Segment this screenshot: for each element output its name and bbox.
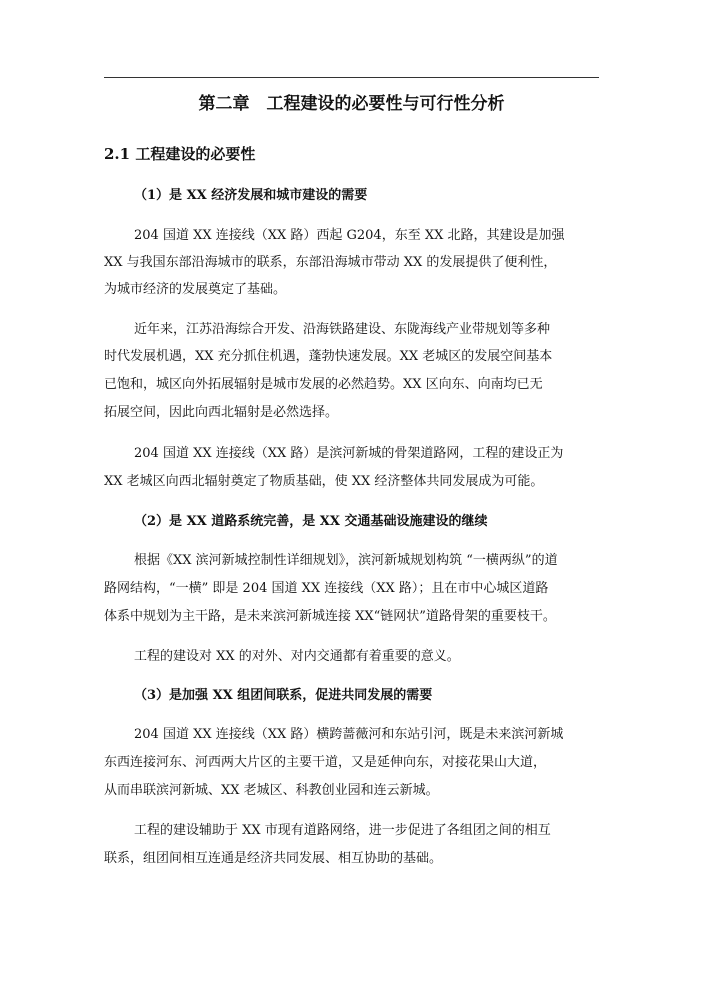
section-heading: 2.1 工程建设的必要性	[104, 145, 256, 163]
text-line: XX 老城区向西北辐射奠定了物质基础，使 XX 经济整体共同发展成为可能。	[104, 474, 544, 489]
text-line: 为城市经济的发展奠定了基础。	[104, 282, 287, 297]
text-line: 联系，组团间相互连通是经济共同发展、相互协助的基础。	[104, 851, 443, 866]
text-line: 从而串联滨河新城、XX 老城区、科教创业园和连云新城。	[104, 783, 439, 798]
text-line: 近年来，江苏沿海综合开发、沿海铁路建设、东陇海线产业带规划等多种	[134, 322, 551, 337]
text-line: 204 国道 XX 连接线（XX 路）西起 G204，东至 XX 北路，其建设是加强	[134, 228, 565, 243]
text-line: 204 国道 XX 连接线（XX 路）横跨蔷薇河和东站引河，既是未来滨河新城	[134, 727, 564, 742]
text-line: XX 与我国东部沿海城市的联系，东部沿海城市带动 XX 的发展提供了便利性，	[104, 255, 557, 270]
text-line: 工程的建设对 XX 的对外、对内交通都有着重要的意义。	[134, 649, 460, 664]
header-rule	[104, 77, 599, 78]
text-line: 工程的建设辅助于 XX 市现有道路网络，进一步促进了各组团之间的相互	[134, 823, 551, 838]
subsection-heading-3: （3）是加强 XX 组团间联系，促进共同发展的需要	[134, 688, 433, 703]
text-line: 时代发展机遇，XX 充分抓住机遇，蓬勃快速发展。XX 老城区的发展空间基本	[104, 349, 553, 364]
text-line: 已饱和，城区向外拓展辐射是城市发展的必然趋势。XX 区向东、向南均已无	[104, 377, 543, 392]
text-line: 东西连接河东、河西两大片区的主要干道，又是延伸向东，对接花果山大道，	[104, 755, 547, 770]
text-line: 路网结构，“一横” 即是 204 国道 XX 连接线（XX 路）；且在市中心城区道路	[104, 581, 549, 596]
chapter-title: 第二章 工程建设的必要性与可行性分析	[198, 94, 505, 114]
text-line: 根据《XX 滨河新城控制性详细规划》，滨河新城规划构筑 “一横两纵”的道	[134, 553, 558, 568]
text-line: 体系中规划为主干路，是未来滨河新城连接 XX“链网状”道路骨架的重要枝干。	[104, 609, 556, 624]
text-line: 拓展空间，因此向西北辐射是必然选择。	[104, 405, 339, 420]
subsection-heading-1: （1）是 XX 经济发展和城市建设的需要	[134, 188, 368, 203]
text-line: 204 国道 XX 连接线（XX 路）是滨河新城的骨架道路网，工程的建设正为	[134, 446, 564, 461]
subsection-heading-2: （2）是 XX 道路系统完善，是 XX 交通基础设施建设的继续	[134, 514, 488, 529]
